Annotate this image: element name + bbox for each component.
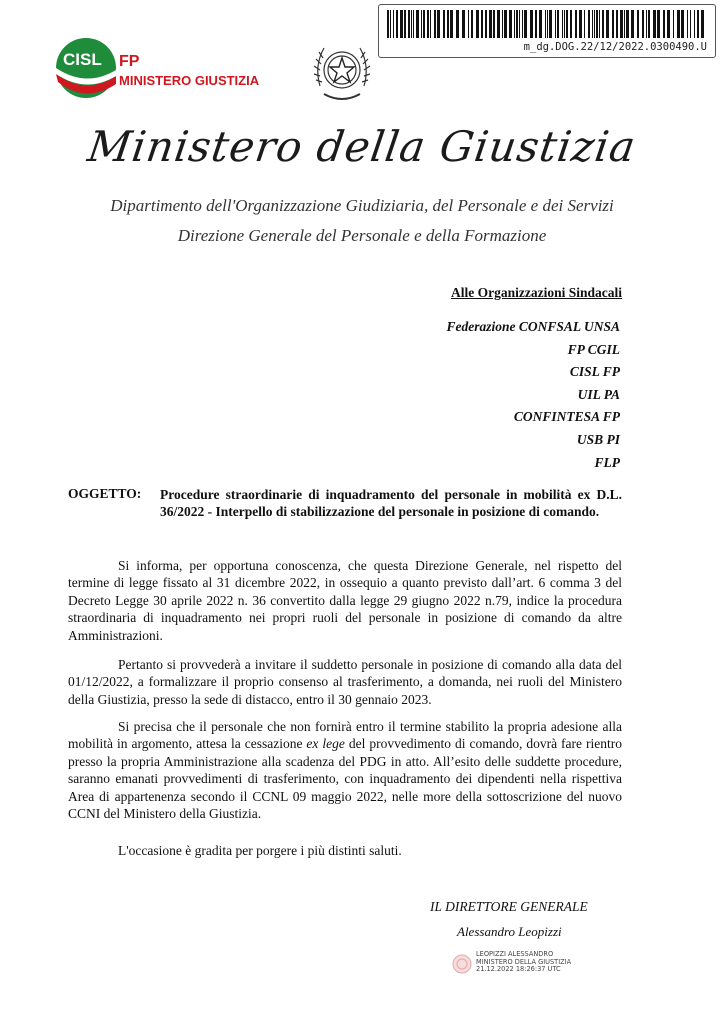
barcode-bar xyxy=(519,10,520,38)
barcode-bar xyxy=(673,10,674,38)
barcode-bar xyxy=(606,10,609,38)
barcode-bar xyxy=(667,10,670,38)
barcode-bar xyxy=(408,10,410,38)
barcode-bar xyxy=(570,10,572,38)
barcode-bar xyxy=(616,10,618,38)
cisl-logo-text: CISL xyxy=(63,50,102,69)
body-paragraph-3 xyxy=(68,718,622,822)
recipient-item: UIL PA xyxy=(577,386,620,402)
barcode-bar xyxy=(602,10,604,38)
barcode-bar xyxy=(657,10,660,38)
barcode-bar xyxy=(502,10,503,38)
barcode-bar xyxy=(562,10,563,38)
barcode-bar xyxy=(522,10,523,38)
recipient-item: Federazione CONFSAL UNSA xyxy=(446,319,620,334)
barcode-bar xyxy=(594,10,595,38)
cisl-logo-icon xyxy=(54,38,118,100)
barcode-bar xyxy=(456,10,459,38)
barcode-bar xyxy=(393,10,394,38)
digital-signature-seal-icon xyxy=(452,954,472,974)
direction-line: Direzione Generale del Personale e della Formazione xyxy=(177,226,547,245)
barcode-bar xyxy=(549,10,552,38)
barcode-bar xyxy=(637,10,639,38)
subject-text: Procedure straordinarie di inquadramento del personale in mobilità ex D.L. 36/2022 - Interpello di stabilizzazione del personale in posizione di comando. xyxy=(160,487,622,520)
barcode-bar xyxy=(400,10,403,38)
department-line: Dipartimento dell'Organizzazione Giudiziaria, del Personale e dei Servizi xyxy=(110,196,614,215)
barcode-bar xyxy=(413,10,414,38)
barcode-bar xyxy=(514,10,515,38)
recipient-item: CISL FP xyxy=(569,364,620,380)
digital-signature-line: LEOPIZZI ALESSANDRO xyxy=(476,950,554,958)
protocol-number: m_dg.DOG.22/12/2022.0300490.U xyxy=(523,41,707,53)
closing-greeting: L'occasione è gradita per porgere i più distinti saluti. xyxy=(118,843,402,858)
barcode-bar xyxy=(450,10,453,38)
barcode-bar xyxy=(620,10,623,38)
barcode-bar xyxy=(694,10,695,38)
cisl-fp-label: FP xyxy=(119,53,140,70)
paragraph-3-text-continued: del provvedimento di comando, dovrà fare rientro presso la propria Amministrazione alla scadenza del PDG in atto. All’esito delle suddette procedure, saranno emanati provvedimenti di trasferimento, con inquadramento dei dipendenti nella rispettiva Area di appartenenza secondo il CCNL 09 maggio 2022, nelle more della sottoscrizione del nuovo CCNI del Ministero della Giustizia. xyxy=(68,736,622,822)
barcode-bar xyxy=(690,10,691,38)
barcode-bar xyxy=(642,10,644,38)
barcode-bar xyxy=(471,10,473,38)
barcode-bar xyxy=(437,10,440,38)
barcode-bar xyxy=(481,10,483,38)
protocol-barcode-stamp xyxy=(378,4,716,58)
recipient-item: FP CGIL xyxy=(567,341,620,357)
barcode-bar xyxy=(524,10,527,38)
barcode-bar xyxy=(596,10,598,38)
barcode-bar xyxy=(575,10,577,38)
barcode-bar xyxy=(584,10,585,38)
barcode-bar xyxy=(493,10,495,38)
barcode-bar xyxy=(697,10,699,38)
barcode-bar xyxy=(530,10,533,38)
barcode-bar xyxy=(390,10,391,38)
digital-signature-block xyxy=(476,951,571,974)
recipients-heading: Alle Organizzazioni Sindacali xyxy=(451,285,622,300)
subject-label: OGGETTO: xyxy=(68,486,142,501)
barcode-bar xyxy=(612,10,614,38)
cisl-ministero-label: MINISTERO GIUSTIZIA xyxy=(119,73,260,88)
body-paragraph-1: Si informa, per opportuna conoscenza, che questa Direzione Generale, nel rispetto del termine di legge fissato al 31 dicembre 2022, in ossequio a quanto previsto dall’art. 6 comma 3 del Decreto Legge 30 aprile 2022 n. 36 convertito dalla legge 29 giugno 2022 n.79, indice la procedura straordinaria di inquadramento nei propri ruoli del personale in posizione di comando da altre Amministrazioni. xyxy=(68,558,622,643)
barcode-bar xyxy=(646,10,647,38)
ministry-title: Ministero della Giustizia xyxy=(84,122,640,171)
barcode-bar xyxy=(430,10,431,38)
barcode-bar xyxy=(434,10,436,38)
barcode-bar xyxy=(539,10,542,38)
barcode-bar xyxy=(653,10,656,38)
barcode-bar xyxy=(423,10,425,38)
barcode-bar xyxy=(447,10,449,38)
barcode-bar xyxy=(421,10,422,38)
barcode-bar xyxy=(485,10,487,38)
barcode-bar xyxy=(387,10,389,38)
barcode-bar xyxy=(579,10,582,38)
barcode-bar xyxy=(535,10,537,38)
barcode-bar xyxy=(592,10,593,38)
barcode-bar xyxy=(509,10,512,38)
barcode-bar xyxy=(588,10,590,38)
barcode-bar xyxy=(516,10,518,38)
barcode-bar xyxy=(566,10,568,38)
barcode-bar xyxy=(497,10,500,38)
recipient-item: USB PI xyxy=(576,431,620,447)
barcode-bar xyxy=(404,10,406,38)
barcode-bar xyxy=(681,10,684,38)
barcode-bar xyxy=(599,10,600,38)
italian-emblem-icon xyxy=(310,36,374,108)
barcode-bar xyxy=(545,10,546,38)
barcode-bar xyxy=(555,10,556,38)
barcode-bar xyxy=(626,10,629,38)
barcode-bar xyxy=(462,10,465,38)
barcode-bars xyxy=(387,10,707,38)
barcode-bar xyxy=(624,10,625,38)
barcode-bar xyxy=(663,10,665,38)
barcode-bar xyxy=(547,10,548,38)
barcode-bar xyxy=(396,10,398,38)
digital-signature-line: MINISTERO DELLA GIUSTIZIA xyxy=(476,957,572,966)
barcode-bar xyxy=(489,10,492,38)
paragraph-3-text: Si precisa che il personale che non fornirà entro il termine stabilito la propria adesione alla mobilità in argomento, attesa la cessazione xyxy=(68,719,622,752)
barcode-bar xyxy=(443,10,445,38)
signature-title: IL DIRETTORE GENERALE xyxy=(430,899,588,914)
barcode-bar xyxy=(648,10,650,38)
barcode-bar xyxy=(427,10,429,38)
barcode-bar xyxy=(557,10,559,38)
barcode-bar xyxy=(476,10,479,38)
barcode-bar xyxy=(416,10,419,38)
digital-signature-line: 21.12.2022 18:26:37 UTC xyxy=(476,965,561,974)
recipient-item: CONFINTESA FP xyxy=(513,409,620,425)
barcode-bar xyxy=(411,10,412,38)
barcode-bar xyxy=(564,10,565,38)
recipient-item: FLP xyxy=(594,454,620,470)
barcode-bar xyxy=(468,10,469,38)
body-paragraph-2: Pertanto si provvederà a invitare il suddetto personale in posizione di comando alla data del 01/12/2022, a formalizzare il proprio consenso al trasferimento, a domanda, nei ruoli del Ministero della Giustizia, presso la sede di distacco, entro il 30 gennaio 2023. xyxy=(68,657,622,707)
barcode-bar xyxy=(631,10,634,38)
signature-name: Alessandro Leopizzi xyxy=(457,924,562,939)
barcode-bar xyxy=(677,10,680,38)
recipients-list xyxy=(446,316,620,474)
barcode-bar xyxy=(701,10,704,38)
barcode-bar xyxy=(504,10,507,38)
ex-lege-italic: ex lege xyxy=(306,736,345,752)
barcode-bar xyxy=(687,10,688,38)
